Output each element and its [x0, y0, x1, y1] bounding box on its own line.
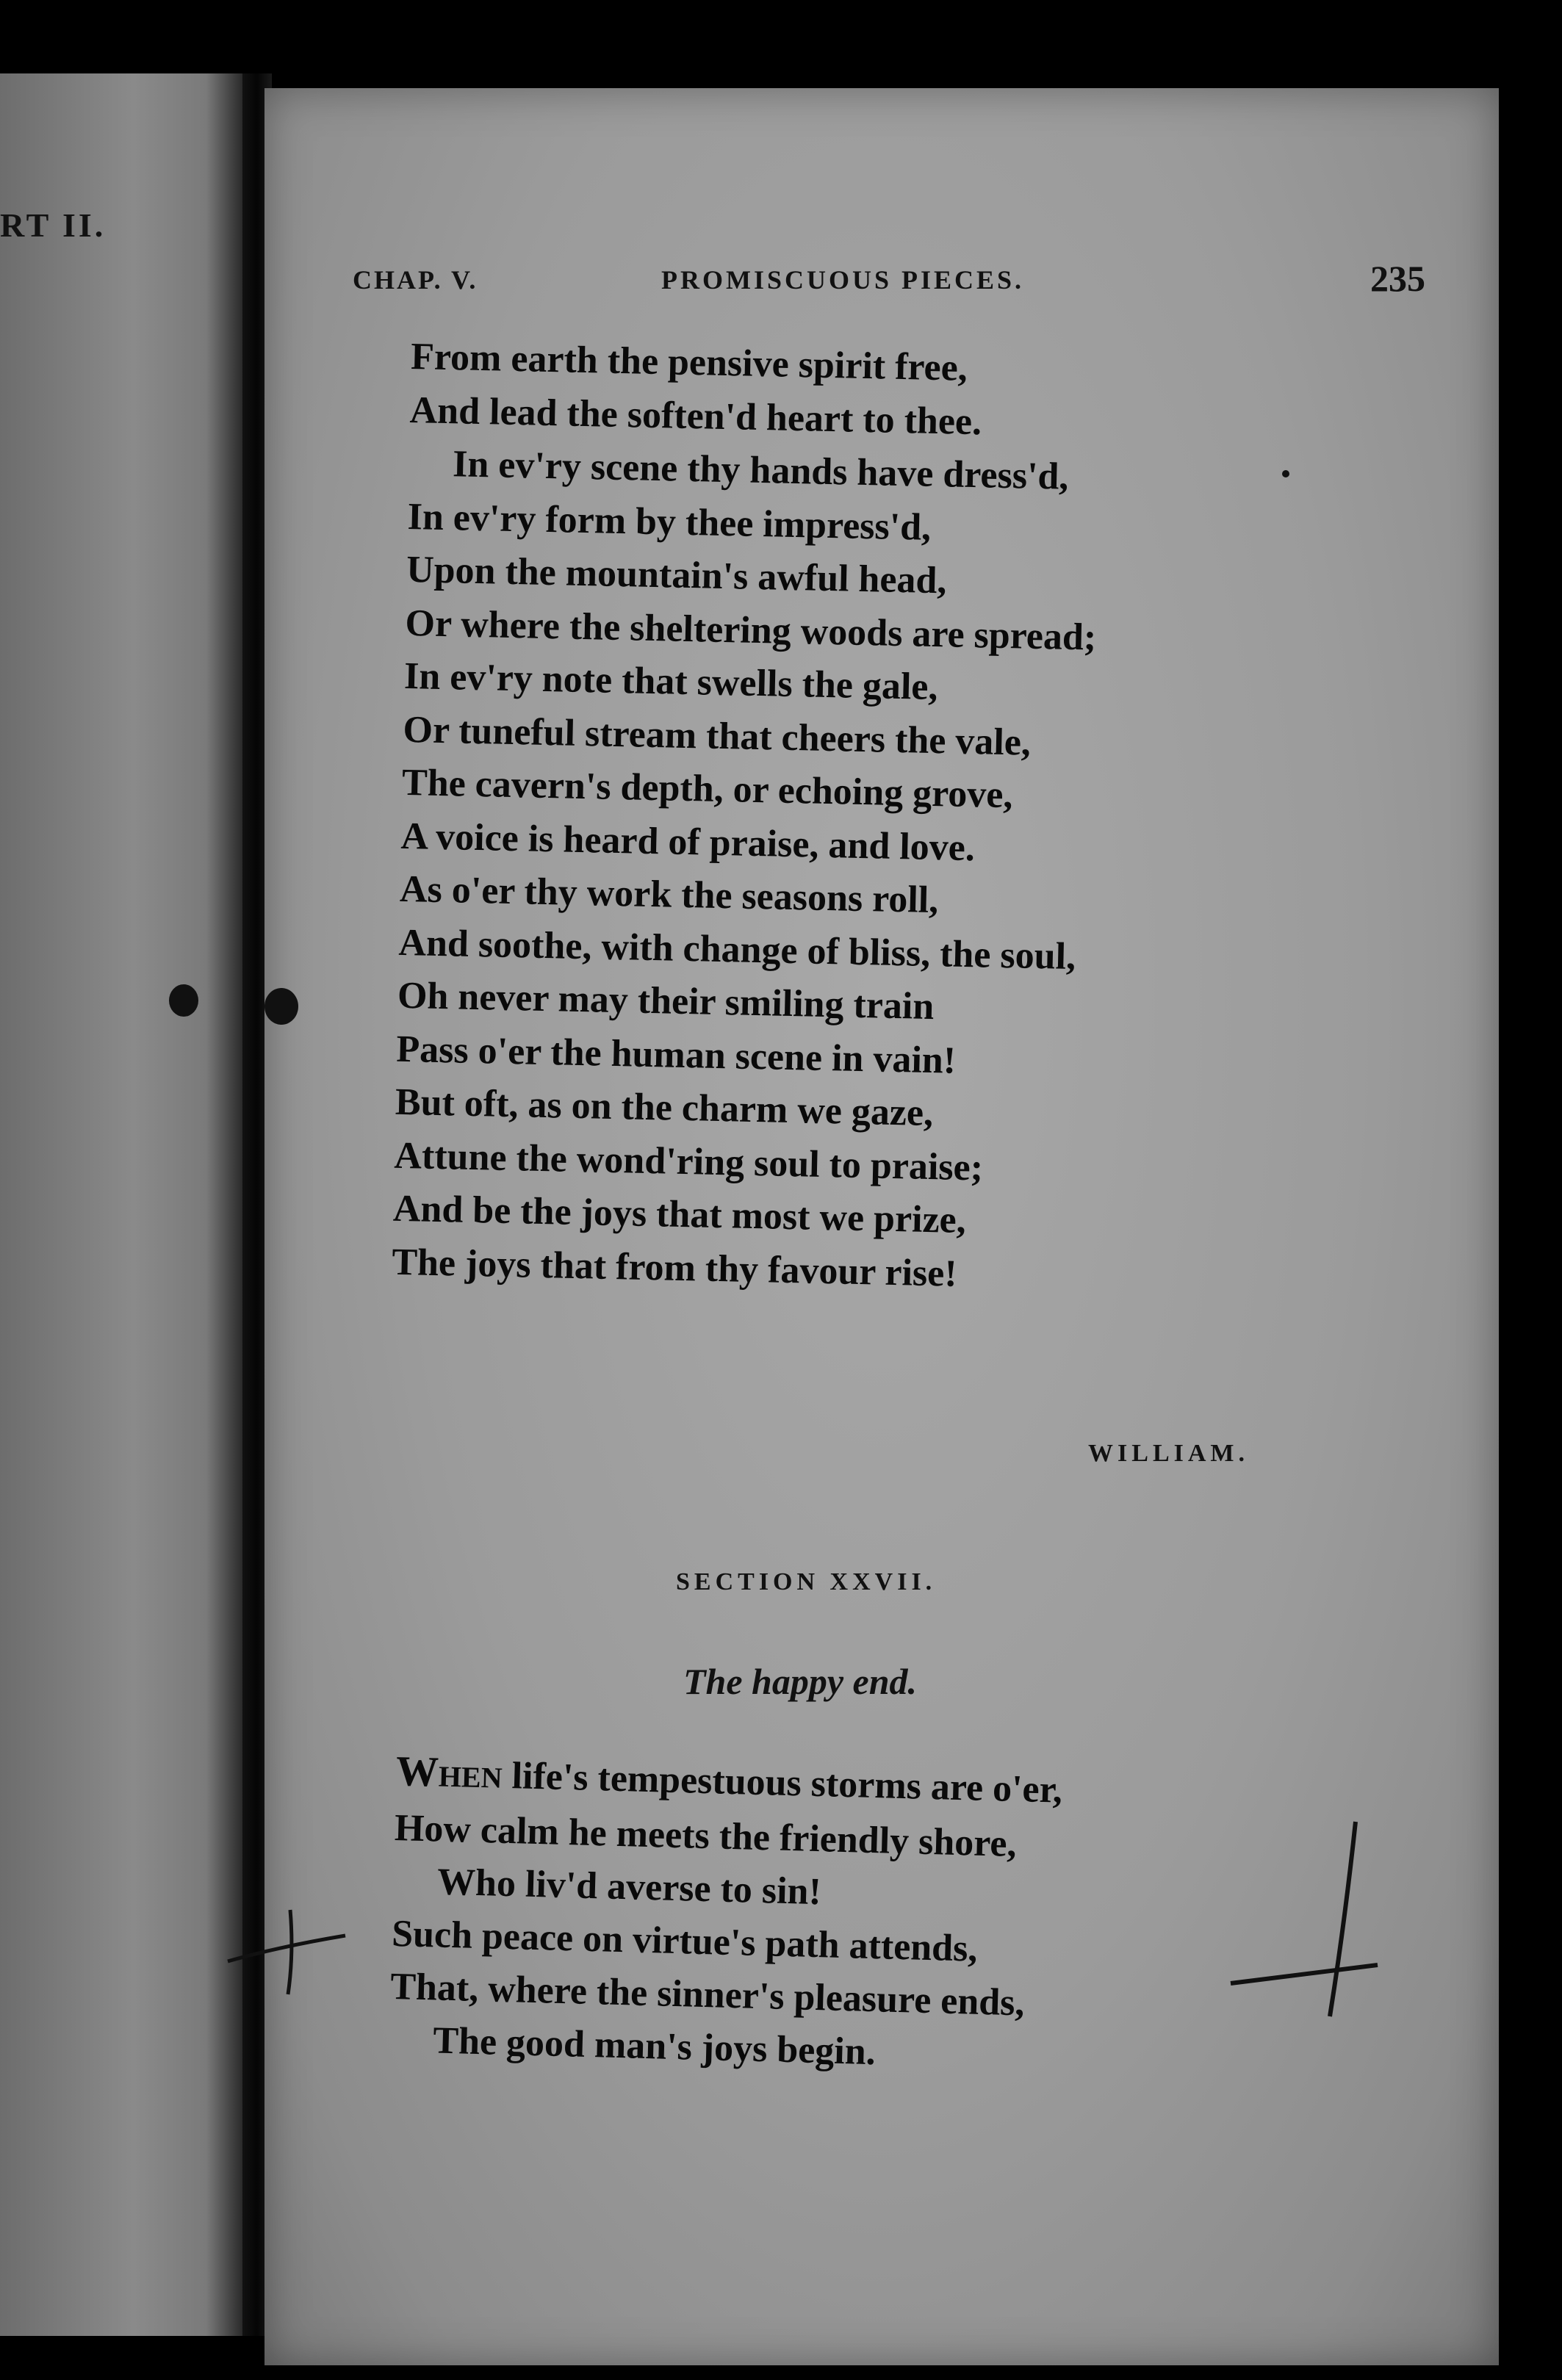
first-word-smallcaps: HEN — [438, 1759, 503, 1795]
poem-line: That, where the sinner's pleasure ends, — [389, 1965, 1026, 2024]
poem-line: And lead the soften'd heart to thee. — [409, 389, 982, 443]
poem-line: A voice is heard of praise, and love. — [400, 815, 976, 869]
poem-continuation — [392, 331, 1440, 1310]
poem-line: Pass o'er the human scene in vain! — [395, 1028, 957, 1082]
right-cross-mark-icon — [1227, 1814, 1381, 2020]
poem-line: And be the joys that most we prize, — [392, 1187, 967, 1242]
poem-line: Such peace on virtue's path attends, — [391, 1912, 979, 1970]
poem-line: Upon the mountain's awful head, — [406, 548, 948, 602]
section-title: The happy end. — [683, 1661, 918, 1702]
ink-spot — [264, 988, 298, 1025]
poem-line: How calm he meets the friendly shore, — [394, 1806, 1018, 1866]
poem-line: Or tuneful stream that cheers the vale, — [403, 708, 1032, 764]
poem-line: Or where the sheltering woods are spread; — [405, 602, 1097, 659]
running-head — [353, 257, 1425, 316]
ink-spot — [1282, 470, 1289, 477]
running-title: PROMISCUOUS PIECES. — [661, 265, 1025, 295]
poem-line: And soothe, with change of bliss, the soul, — [397, 921, 1076, 978]
poem-line: The cavern's depth, or echoing grove, — [401, 761, 1014, 817]
drop-initial: W — [395, 1746, 439, 1796]
first-line-text: life's tempestuous storms are o'er, — [501, 1754, 1063, 1811]
poem-line: Who liv'd averse to sin! — [436, 1861, 822, 1914]
previous-page-strip — [0, 73, 242, 2336]
chapter-label: CHAP. V. — [353, 265, 478, 295]
author-signature: WILLIAM. — [1088, 1440, 1249, 1467]
page-number: 235 — [1370, 258, 1425, 299]
previous-page-running-head: RT II. — [0, 206, 107, 244]
previous-page-text-edge — [0, 338, 103, 911]
poem-line: But oft, as on the charm we gaze, — [395, 1081, 934, 1135]
poem-line: Oh never may their smiling train — [397, 974, 935, 1028]
poem-line: In ev'ry scene thy hands have dress'd, — [452, 443, 1069, 498]
poem-line: In ev'ry form by thee impress'd, — [407, 495, 932, 549]
book-page — [264, 88, 1499, 2365]
section-heading: SECTION XXVII. — [676, 1568, 937, 1595]
poem-line: The joys that from thy favour rise! — [391, 1241, 958, 1295]
poem-line: In ev'ry note that swells the gale, — [403, 654, 939, 709]
poem-line: From earth the pensive spirit free, — [410, 335, 968, 389]
poem-line: Attune the wond'ring soul to praise; — [393, 1134, 984, 1189]
ink-spot — [169, 984, 198, 1017]
left-cross-mark-icon — [220, 1895, 353, 1998]
poem-line: The good man's joys begin. — [432, 2019, 877, 2074]
poem-line: As o'er thy work the seasons roll, — [399, 868, 939, 922]
